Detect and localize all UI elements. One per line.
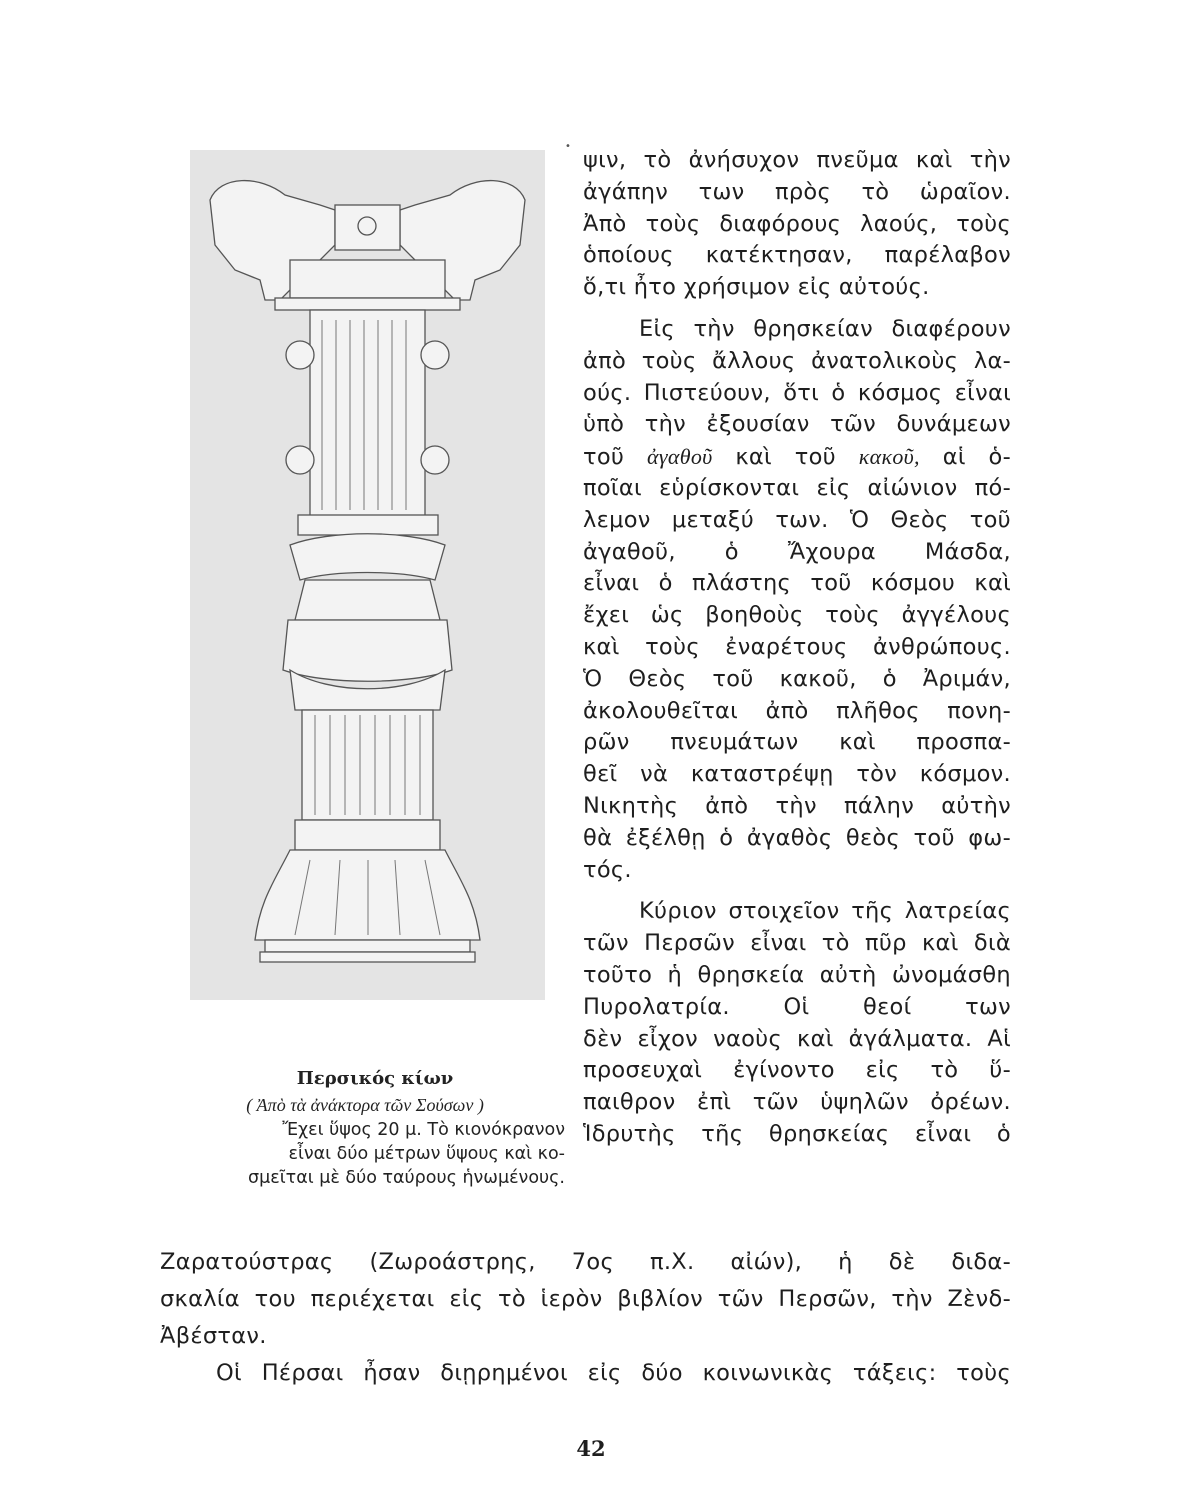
text-line: ψιν, τὸ ἀνήσυχον πνεῦμα καὶ τὴν [583,147,1011,173]
paragraph [583,314,1011,886]
persian-column-illustration [190,150,545,1000]
print-mark: • [565,141,571,152]
full-width-text [160,1244,1011,1392]
text-line: ρῶν πνευμάτων καὶ προσπα- [583,729,1011,756]
text-fragment: καὶ τοῦ [735,444,836,471]
text-line: Κύριον στοιχεῖον τῆς λατρείας [639,898,1011,925]
text-line: θὰ ἐξέλθῃ ὁ ἀγαθὸς θεὸς τοῦ φω- [583,824,1011,851]
text-line: παιθρον ἐπὶ τῶν ὑψηλῶν ὀρέων. [583,1089,1011,1116]
page-number: 42 [576,1436,606,1461]
text-line: Νικητὴς ἀπὸ τὴν πάλην αὐτὴν [583,792,1011,819]
text-line: προσευχαὶ ἐγίνοντο εἰς τὸ ὕ- [583,1057,1011,1084]
text-fragment: τοῦ [583,444,625,471]
text-line: σκαλία του περιέχεται εἰς τὸ ἱερὸν βιβλίον τῶν Περσῶν, τὴν Ζὲνδ- [160,1286,1011,1312]
text-line: εἶναι ὁ πλάστης τοῦ κόσμου καὶ [583,570,1011,597]
caption-line: εἶναι δύο μέτρων ὕψους καὶ κο- [288,1144,565,1164]
text-line: ὑπὸ τὴν ἐξουσίαν τῶν δυνάμεων [583,411,1011,438]
italic-term-good: ἀγαθοῦ [647,444,713,470]
text-line: τῶν Περσῶν εἶναι τὸ πῦρ καὶ διὰ [583,930,1011,957]
text-line: ἀγαθοῦ, ὁ Ἄχουρα Μάσδα, [583,538,1011,565]
text-line: τοῦτο ἡ θρησκεία αὐτὴ ὠνομάσθη [583,961,1011,988]
text-line: λεμον μεταξύ των. Ὁ Θεὸς τοῦ [583,506,1011,533]
text-line: Ἀβέσταν. [160,1323,267,1349]
text-line: τός. [583,856,632,883]
text-line: Ὁ Θεὸς τοῦ κακοῦ, ὁ Ἀριμάν, [583,665,1011,692]
text-line: Πυρολατρία. Οἱ θεοί των [583,993,1011,1020]
text-line: καὶ τοὺς ἐναρέτους ἀνθρώπους. [583,633,1011,660]
text-line-mixed [583,441,1011,473]
text-line: Ζαρατούστρας (Ζωροάστρης, 7ος π.Χ. αἰών), ἡ δὲ διδα- [160,1249,1011,1275]
caption-line: σμεῖται μὲ δύο ταύρους ἡνωμένους. [248,1168,565,1188]
text-line: Ἱδρυτὴς τῆς θρησκείας εἶναι ὁ [583,1120,1011,1147]
paragraph [583,145,1011,304]
text-line: ποῖαι εὑρίσκονται εἰς αἰώνιον πό- [583,474,1011,501]
text-line: δὲν εἶχον ναοὺς καὶ ἀγάλματα. Αἱ [583,1025,1011,1052]
text-fragment: αἱ ὁ- [942,444,1012,471]
paragraph [583,896,1011,1150]
text-column [583,145,1011,1151]
text-line: Ἀπὸ τοὺς διαφόρους λαούς, τοὺς [583,210,1011,237]
figure-caption [165,1068,565,1188]
figure-title: Περσικός κίων [296,1068,454,1089]
column-drawing [190,150,545,1000]
caption-line: Ἔχει ὕψος 20 μ. Τὸ κιονόκρανον [282,1120,565,1140]
italic-term-evil: κακοῦ, [858,444,920,470]
text-line: θεῖ νὰ καταστρέψῃ τὸν κόσμον. [583,761,1011,788]
text-line: ἔχει ὡς βοηθοὺς τοὺς ἀγγέλους [583,602,1011,629]
text-line: Οἱ Πέρσαι ἦσαν διῃρημένοι εἰς δύο κοινωνικὰς τάξεις: τοὺς [216,1360,1011,1386]
text-line: ούς. Πιστεύουν, ὅτι ὁ κόσμος εἶναι [583,379,1011,406]
text-line: ὅ,τι ἦτο χρήσιμον εἰς αὐτούς. [583,274,930,301]
figure-source: ( Ἀπὸ τὰ ἀνάκτορα τῶν Σούσων ) [246,1095,484,1115]
text-line: ἀκολουθεῖται ἀπὸ πλῆθος πονη- [583,697,1011,724]
text-line: ἀπὸ τοὺς ἄλλους ἀνατολικοὺς λα- [583,347,1011,374]
text-line: ἀγάπην των πρὸς τὸ ὡραῖον. [583,178,1011,205]
text-line: ὁποίους κατέκτησαν, παρέλαβον [583,242,1011,269]
text-line: Εἰς τὴν θρησκείαν διαφέρουν [639,315,1011,342]
